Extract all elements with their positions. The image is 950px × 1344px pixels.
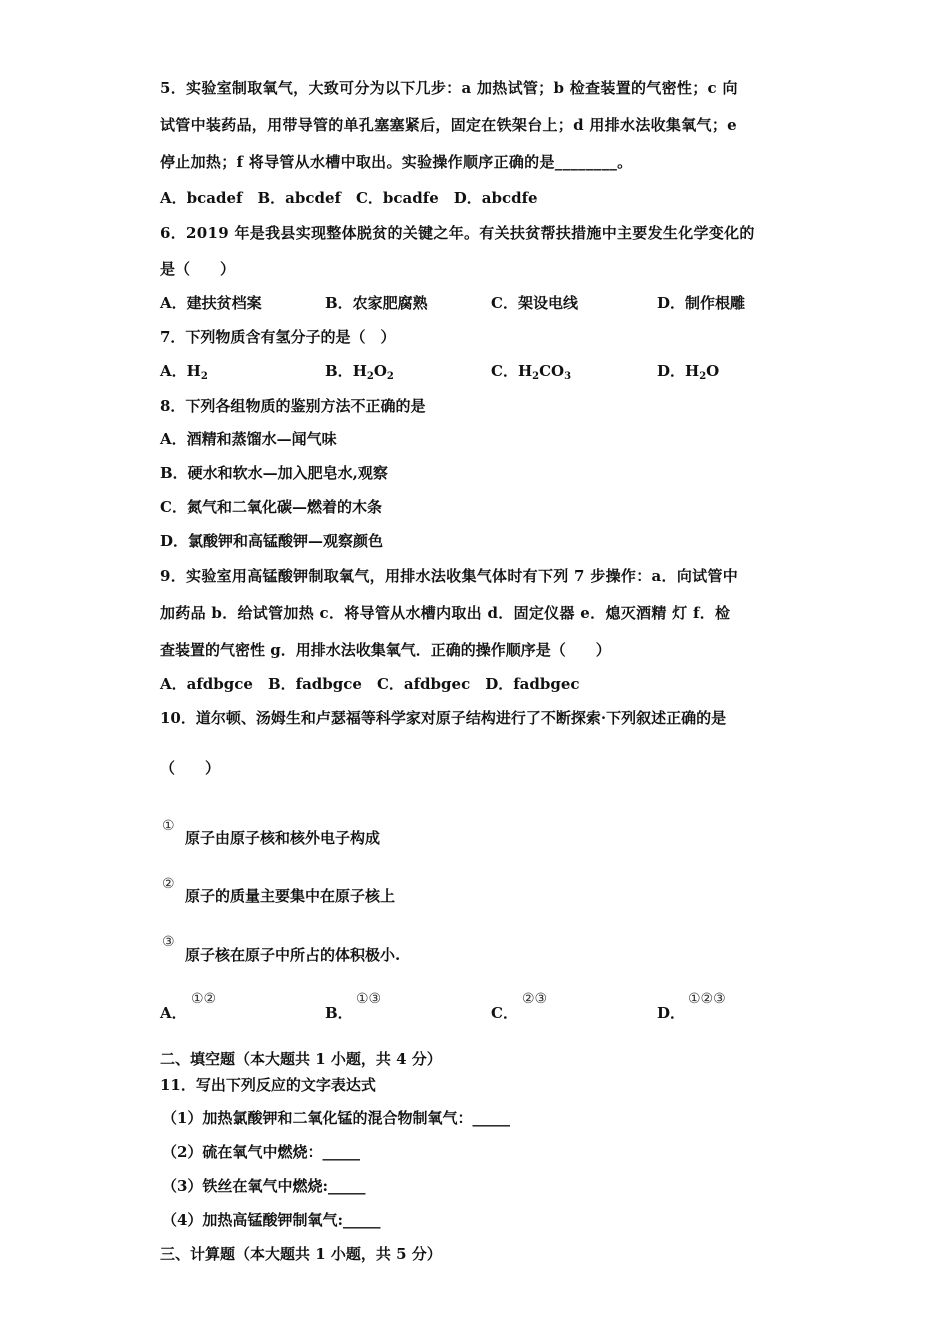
q5-line-3: 停止加热；f 将导管从水槽中取出。实验操作顺序正确的是________。 [160, 153, 633, 171]
q6-option-d: D．制作根雕 [657, 294, 746, 312]
q6-line-1: 6．2019 年是我县实现整体脱贫的关键之年。有关扶贫帮扶措施中主要发生化学变化的 [160, 224, 755, 242]
q5-options: A．bcadef B．abcdef C．bcadfe D．abcdfe [160, 189, 538, 207]
q9-options: A．afdbgce B．fadbgce C．afdbgec D．fadbgec [160, 675, 580, 693]
q11-stem: 11．写出下列反应的文字表达式 [160, 1076, 376, 1094]
q10-option-b-letter: B． [325, 1004, 353, 1022]
q8-stem: 8．下列各组物质的鉴别方法不正确的是 [160, 397, 426, 415]
q10-statement-3-mark: ③ [162, 934, 175, 950]
q10-statement-1: 原子由原子核和核外电子构成 [185, 829, 381, 847]
q7-option-b: B．$H_2O_2$ [325, 362, 394, 382]
q9-line-2: 加药品 b．给试管加热 c．将导管从水槽内取出 d．固定仪器 e．熄灭酒精 灯 f．检 [160, 604, 731, 622]
section-2-title: 二、填空题（本大题共 1 小题，共 4 分） [160, 1050, 442, 1068]
q10-line-1: 10．道尔顿、汤姆生和卢瑟福等科学家对原子结构进行了不断探索·下列叙述正确的是 [160, 709, 727, 727]
q8-option-a: A．酒精和蒸馏水—闻气味 [160, 430, 337, 448]
q9-line-1: 9．实验室用高锰酸钾制取氧气，用排水法收集气体时有下列 7 步操作：a．向试管中 [160, 567, 739, 585]
q10-line-2: （ ） [160, 759, 221, 777]
q10-option-a-letter: A． [160, 1004, 187, 1022]
q10-option-a-marks: ①② [191, 991, 217, 1007]
q11-item-3: （3）铁丝在氧气中燃烧:_____ [162, 1177, 366, 1195]
q10-option-d-marks: ①②③ [688, 991, 726, 1007]
q10-option-d-letter: D． [657, 1004, 686, 1022]
q8-option-b: B．硬水和软水—加入肥皂水,观察 [160, 464, 388, 482]
q10-statement-2: 原子的质量主要集中在原子核上 [185, 887, 396, 905]
q11-item-1: （1）加热氯酸钾和二氧化锰的混合物制氧气：_____ [162, 1109, 510, 1127]
q6-option-c: C．架设电线 [491, 294, 578, 312]
q10-statement-1-mark: ① [162, 818, 175, 834]
q6-line-2: 是（ ） [160, 260, 236, 278]
q7-option-a: A．$H_2$ [160, 362, 208, 382]
q7-stem: 7．下列物质含有氢分子的是（ ） [160, 328, 396, 346]
q7-option-d: D．$H_2O$ [657, 362, 720, 382]
q6-option-a: A．建扶贫档案 [160, 294, 262, 312]
q10-option-c-letter: C． [491, 1004, 518, 1022]
q5-line-2: 试管中装药品，用带导管的单孔塞塞紧后，固定在铁架台上；d 用排水法收集氧气；e [160, 116, 737, 134]
q8-option-d: D．氯酸钾和高锰酸钾—观察颜色 [160, 532, 384, 550]
q10-statement-2-mark: ② [162, 876, 175, 892]
q10-statement-3: 原子核在原子中所占的体积极小. [185, 946, 401, 964]
q11-item-4: （4）加热高锰酸钾制氧气:_____ [162, 1211, 381, 1229]
q7-option-c: C．$H_2CO_3$ [491, 362, 572, 382]
q6-option-b: B．农家肥腐熟 [325, 294, 428, 312]
q10-option-c-marks: ②③ [522, 991, 548, 1007]
q9-line-3: 查装置的气密性 g．用排水法收集氧气．正确的操作顺序是（ ） [160, 641, 611, 659]
q8-option-c: C．氮气和二氧化碳—燃着的木条 [160, 498, 382, 516]
q5-line-1: 5．实验室制取氧气，大致可分为以下几步：a 加热试管；b 检查装置的气密性；c 向 [160, 79, 738, 97]
q10-option-b-marks: ①③ [356, 991, 382, 1007]
section-3-title: 三、计算题（本大题共 1 小题，共 5 分） [160, 1245, 442, 1263]
q11-item-2: （2）硫在氧气中燃烧：_____ [162, 1143, 360, 1161]
